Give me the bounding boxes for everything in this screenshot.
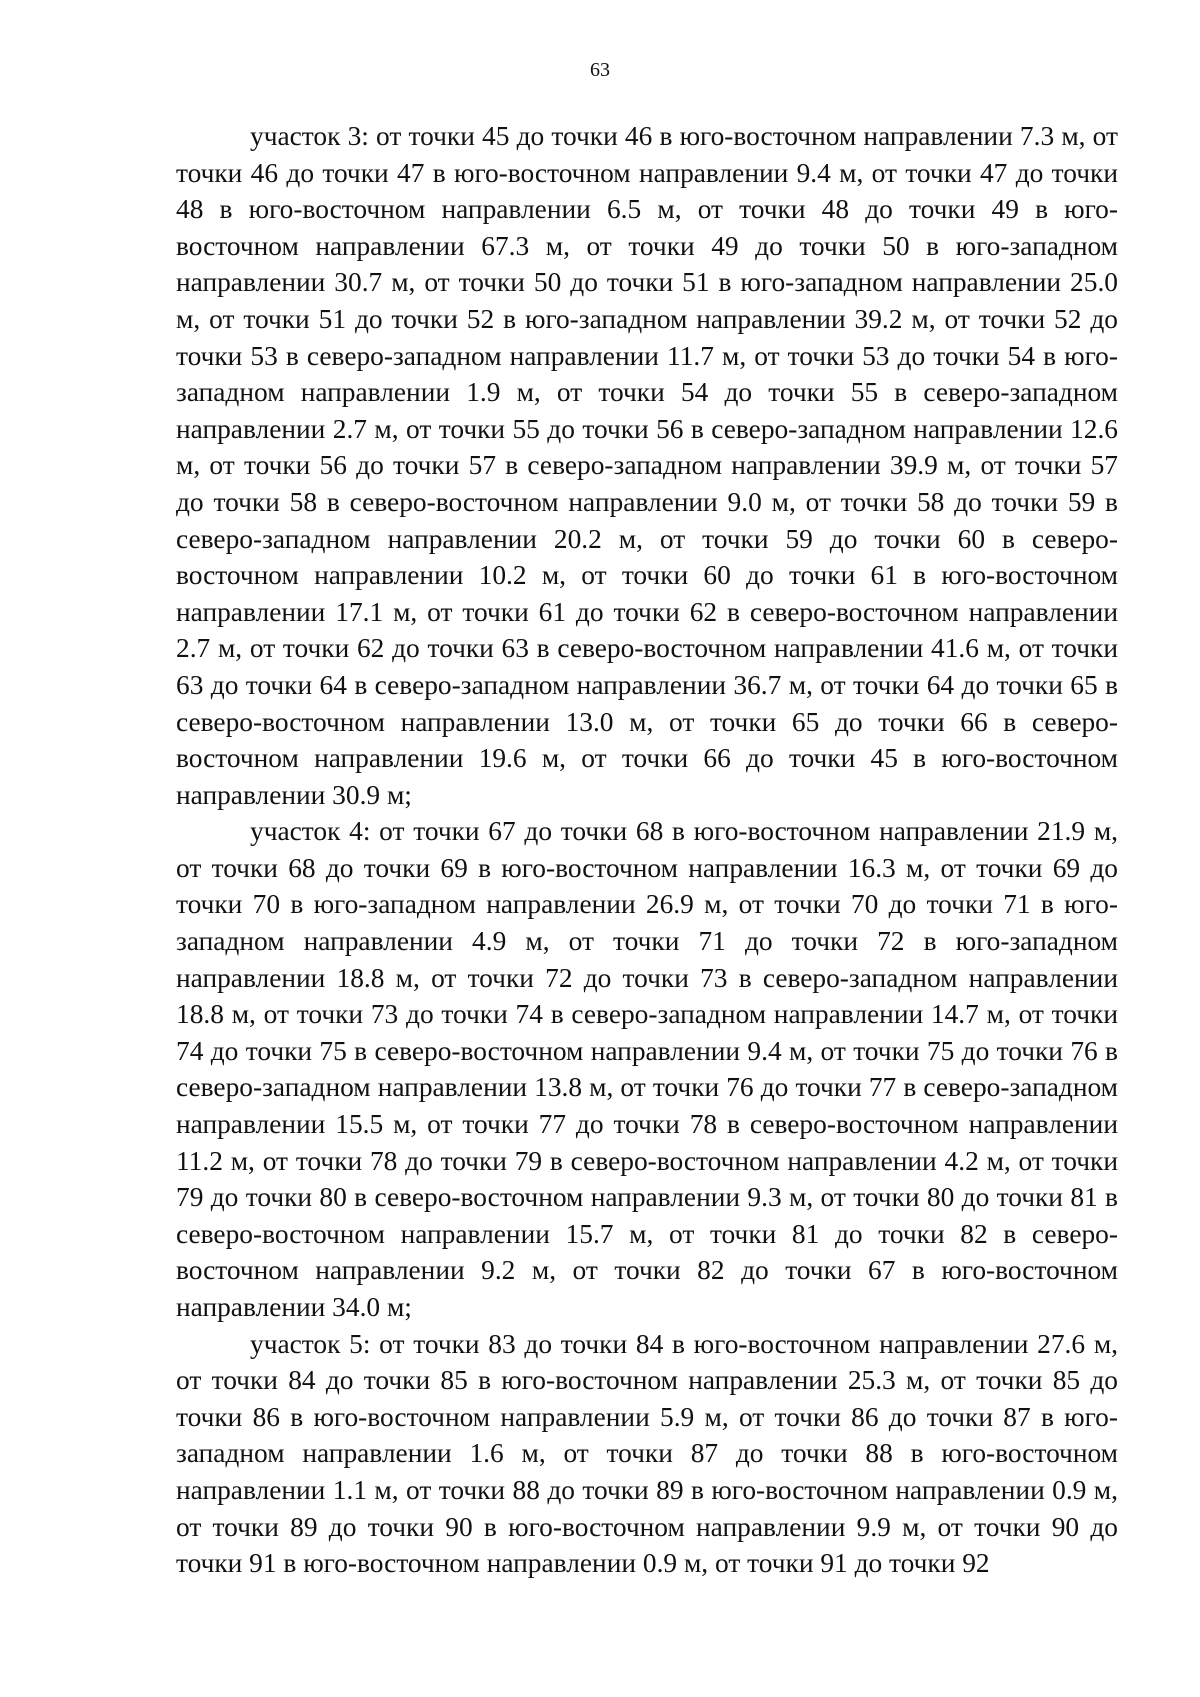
paragraph-plot-3: участок 3: от точки 45 до точки 46 в юго-восточном направлении 7.3 м, от точки 46 до точки 47 в юго-восточном направлении 9.4 м, от точки 47 до точки 48 в юго-восточном направлении 6.5 м, от точки 48 до точки 49 в юго-восточном направлении 67.3 м, от точки 49 до точки 50 в юго-западном направлении 30.7 м, от точки 50 до точки 51 в юго-западном направлении 25.0 м, от точки 51 до точки 52 в юго-западном направлении 39.2 м, от точки 52 до точки 53 в северо-западном направлении 11.7 м, от точки 53 до точки 54 в юго-западном направлении 1.9 м, от точки 54 до точки 55 в северо-западном направлении 2.7 м, от точки 55 до точки 56 в северо-западном направлении 12.6 м, от точки 56 до точки 57 в северо-западном направлении 39.9 м, от точки 57 до точки 58 в северо-восточном направлении 9.0 м, от точки 58 до точки 59 в северо-западном направлении 20.2 м, от точки 59 до точки 60 в северо-восточном направлении 10.2 м, от точки 60 до точки 61 в юго-восточном направлении 17.1 м, от точки 61 до точки 62 в северо-восточном направлении 2.7 м, от точки 62 до точки 63 в северо-восточном направлении 41.6 м, от точки 63 до точки 64 в северо-западном направлении 36.7 м, от точки 64 до точки 65 в северо-восточном направлении 13.0 м, от точки 65 до точки 66 в северо-восточном направлении 19.6 м, от точки 66 до точки 45 в юго-восточном направлении 30.9 м; [176,121,1118,810]
body-text [176,118,1118,1582]
paragraph-plot-4: участок 4: от точки 67 до точки 68 в юго-восточном направлении 21.9 м, от точки 68 до точки 69 в юго-восточном направлении 16.3 м, от точки 69 до точки 70 в юго-западном направлении 26.9 м, от точки 70 до точки 71 в юго-западном направлении 4.9 м, от точки 71 до точки 72 в юго-западном направлении 18.8 м, от точки 72 до точки 73 в северо-западном направлении 18.8 м, от точки 73 до точки 74 в северо-западном направлении 14.7 м, от точки 74 до точки 75 в северо-восточном направлении 9.4 м, от точки 75 до точки 76 в северо-западном направлении 13.8 м, от точки 76 до точки 77 в северо-западном направлении 15.5 м, от точки 77 до точки 78 в северо-восточном направлении 11.2 м, от точки 78 до точки 79 в северо-восточном направлении 4.2 м, от точки 79 до точки 80 в северо-восточном направлении 9.3 м, от точки 80 до точки 81 в северо-восточном направлении 15.7 м, от точки 81 до точки 82 в северо-восточном направлении 9.2 м, от точки 82 до точки 67 в юго-восточном направлении 34.0 м; [176,816,1118,1322]
page-number: 63 [590,59,610,81]
paragraph-plot-5: участок 5: от точки 83 до точки 84 в юго-восточном направлении 27.6 м, от точки 84 до точки 85 в юго-восточном направлении 25.3 м, от точки 85 до точки 86 в юго-восточном направлении 5.9 м, от точки 86 до точки 87 в юго-западном направлении 1.6 м, от точки 87 до точки 88 в юго-восточном направлении 1.1 м, от точки 88 до точки 89 в юго-восточном направлении 0.9 м, от точки 89 до точки 90 в юго-восточном направлении 9.9 м, от точки 90 до точки 91 в юго-восточном направлении 0.9 м, от точки 91 до точки 92 [176,1328,1118,1579]
